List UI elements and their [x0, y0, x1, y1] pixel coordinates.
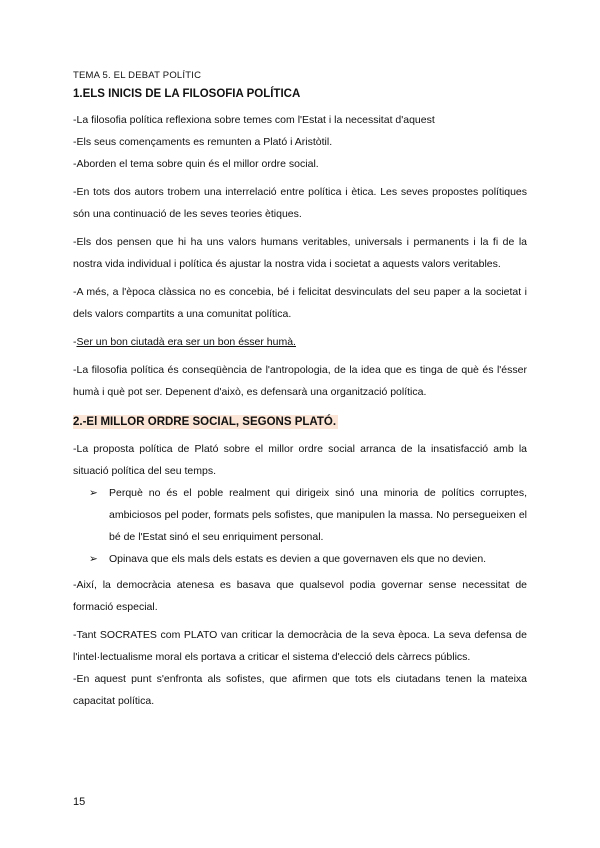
section-1-heading: 1.ELS INICIS DE LA FILOSOFIA POLÍTICA — [73, 88, 301, 100]
paragraph: -La proposta política de Plató sobre el millor ordre social arranca de la insatisfacció amb la situació política del seu temps. — [73, 443, 527, 477]
underlined-paragraph — [73, 331, 527, 353]
arrow-bullet-icon: ➢ — [89, 553, 98, 565]
section-2-heading: 2.-El MILLOR ORDRE SOCIAL, SEGONS PLATÓ. — [73, 416, 337, 428]
bullet-list — [73, 482, 527, 570]
paragraph: -La filosofia política reflexiona sobre temes com l'Estat i la necessitat d'aquest — [73, 114, 435, 126]
bullet-text: Perquè no és el poble realment qui dirigeix sinó una minoria de polítics corruptes, ambiciosos pel poder, formats pels sofistes, que manipulen la massa. No persegueixen el bé de l'Estat sinó el seu enriquiment personal. — [109, 487, 527, 543]
underline-prefix: - — [73, 336, 77, 348]
arrow-bullet-icon: ➢ — [89, 487, 98, 499]
paragraph: -A més, a l'època clàssica no es concebia, bé i felicitat desvinculats del seu paper a la societat i dels valors compartits a una comunitat política. — [73, 286, 527, 320]
paragraph: -Els dos pensen que hi ha uns valors humans veritables, universals i permanents i la fi de la nostra vida individual i política és ajustar la nostra vida i societat a aquests valors veritables. — [73, 236, 527, 270]
paragraph: -Tant SOCRATES com PLATO van criticar la democràcia de la seva època. La seva defensa de l'intel·lectualisme moral els portava a criticar el sistema d'elecció dels càrrecs públics. — [73, 629, 527, 663]
paragraph: -Així, la democràcia atenesa es basava que qualsevol podia governar sense necessitat de formació especial. — [73, 579, 527, 613]
paragraph: -Aborden el tema sobre quin és el millor ordre social. — [73, 158, 319, 170]
paragraph: -La filosofia política és conseqüència de l'antropologia, de la idea que es tinga de què és l'ésser humà i què pot ser. Depenent d'això, es defensarà una organització política. — [73, 364, 527, 398]
bullet-item — [89, 482, 527, 548]
paragraph: -Els seus començaments es remunten a Plató i Aristòtil. — [73, 136, 333, 148]
page-content — [73, 70, 527, 718]
document-title: TEMA 5. EL DEBAT POLÍTIC — [73, 70, 202, 81]
bullet-item — [89, 548, 527, 570]
paragraph: -En tots dos autors trobem una interrelació entre política i ètica. Les seves propostes polítiques són una continuació de les seves teories ètiques. — [73, 186, 527, 220]
paragraph: -En aquest punt s'enfronta als sofistes, que afirmen que tots els ciutadans tenen la mateixa capacitat política. — [73, 673, 527, 707]
underlined-statement: Ser un bon ciutadà era ser un bon ésser humà. — [76, 336, 296, 348]
page-number: 15 — [73, 796, 86, 808]
bullet-text: Opinava que els mals dels estats es devien a que governaven els que no devien. — [109, 553, 487, 565]
